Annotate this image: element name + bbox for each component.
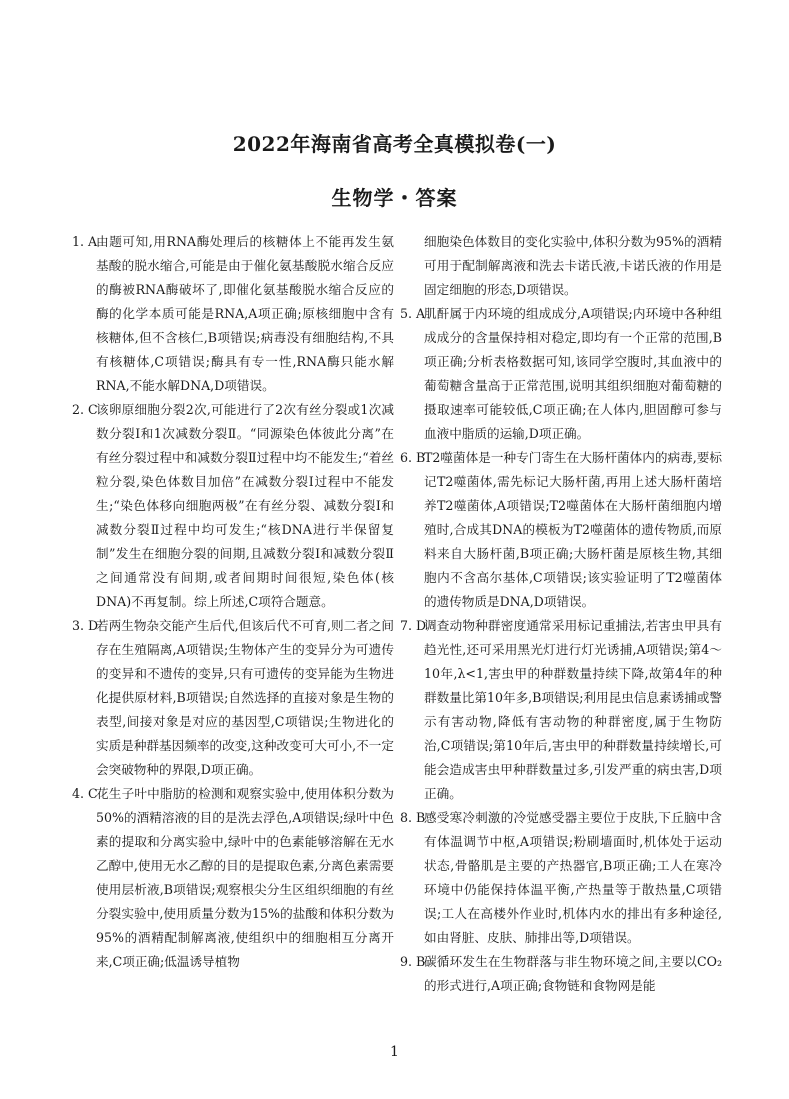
question-number: 2. C [72, 402, 98, 417]
question-answer-text: T2噬菌体是一种专门寄生在大肠杆菌体内的病毒,要标记T2噬菌体,需先标记大肠杆菌,再用上述大肠杆菌培养T2噬菌体,A项错误;T2噬菌体在大肠杆菌细胞内增殖时,合成其DNA的模板为T2噬菌体的遗传物质,而原料来自大肠杆菌,B项正确;大肠杆菌是原核生物,其细胞内不含高尔基体,C项错误;该实验证明了T2噬菌体的遗传物质是DNA,D项错误。 [424, 450, 722, 609]
question-item [400, 614, 722, 806]
question-number: 3. D [72, 618, 99, 633]
page-subtitle: 生物学・答案 [331, 186, 458, 210]
question-answer-text: 感受寒冷刺激的冷觉感受器主要位于皮肤,下丘脑中含有体温调节中枢,A项错误;粉刷墙面时,机体处于运动状态,骨骼肌是主要的产热器官,B项正确;工人在寒冷环境中仍能保持体温平衡,产热量等于散热量,C项错误;工人在高楼外作业时,机体内水的排出有多种途径,如由肾脏、皮肤、肺排出等,D项错误。 [424, 810, 722, 945]
question-item [72, 782, 394, 974]
page-number: 1 [390, 1044, 399, 1060]
question-number: 8. B [400, 810, 426, 825]
question-number: 7. D [400, 618, 427, 633]
question-item [400, 302, 722, 446]
question-item [72, 398, 394, 614]
question-item [400, 806, 722, 950]
question-answer-text: 细胞染色体数目的变化实验中,体积分数为95%的酒精可用于配制解离液和洗去卡诺氏液,卡诺氏液的作用是固定细胞的形态,D项错误。 [424, 234, 722, 297]
question-answer-text: 若两生物杂交能产生后代,但该后代不可育,则二者之间存在生殖隔离,A项错误;生物体产生的变异分为可遗传的变异和不遗传的变异,只有可遗传的变异能为生物进化提供原材料,B项错误;自然选择的直接对象是生物的表型,间接对象是对应的基因型,C项错误;生物进化的实质是种群基因频率的改变,这种改变可大可小,不一定会突破物种的界限,D项正确。 [96, 618, 394, 777]
question-answer-text: 碳循环发生在生物群落与非生物环境之间,主要以CO₂的形式进行,A项正确;食物链和食物网是能 [424, 954, 722, 993]
question-answer-text: 调查动物种群密度通常采用标记重捕法,若害虫甲具有趋光性,还可采用黑光灯进行灯光诱捕,A项错误;第4～10年,λ<1,害虫甲的种群数量持续下降,故第4年的种群数量比第10年多,B项错误;利用昆虫信息素诱捕或警示有害动物,降低有害动物的种群密度,属于生物防治,C项错误;第10年后,害虫甲的种群数量持续增长,可能会造成害虫甲种群数量过多,引发严重的病虫害,D项正确。 [424, 618, 722, 801]
question-item [400, 446, 722, 614]
question-number: 4. C [72, 786, 98, 801]
question-answer-text: 花生子叶中脂肪的检测和观察实验中,使用体积分数为50%的酒精溶液的目的是洗去浮色,A项错误;绿叶中色素的提取和分离实验中,绿叶中的色素能够溶解在无水乙醇中,使用无水乙醇的目的是提取色素,分离色素需要使用层析液,B项错误;观察根尖分生区组织细胞的有丝分裂实验中,使用质量分数为15%的盐酸和体积分数为95%的酒精配制解离液,使组织中的细胞相互分离开来,C项正确;低温诱导植物 [96, 786, 394, 969]
question-item [400, 230, 722, 302]
question-item [400, 950, 722, 998]
question-number: 5. A [400, 306, 426, 321]
question-number: 6. B [400, 450, 426, 465]
question-answer-text: 该卵原细胞分裂2次,可能进行了2次有丝分裂或1次减数分裂Ⅰ和1次减数分裂Ⅱ。“同源染色体彼此分离”在有丝分裂过程中和减数分裂Ⅱ过程中均不能发生;“着丝粒分裂,染色体数目加倍”在减数分裂Ⅰ过程中不能发生;“染色体移向细胞两极”在有丝分裂、减数分裂Ⅰ和减数分裂Ⅱ过程中均可发生;“核DNA进行半保留复制”发生在细胞分裂的间期,且减数分裂Ⅰ和减数分裂Ⅱ之间通常没有间期,或者间期时间很短,染色体(核DNA)不再复制。综上所述,C项符合题意。 [96, 402, 394, 609]
question-item [72, 230, 394, 398]
left-column [72, 230, 394, 974]
question-answer-text: 由题可知,用RNA酶处理后的核糖体上不能再发生氨基酸的脱水缩合,可能是由于催化氨基酸脱水缩合反应的酶被RNA酶破坏了,即催化氨基酸脱水缩合反应的酶的化学本质可能是RNA,A项正确;原核细胞中含有核糖体,但不含核仁,B项错误;病毒没有细胞结构,不具有核糖体,C项错误;酶具有专一性,RNA酶只能水解RNA,不能水解DNA,D项错误。 [96, 234, 394, 393]
right-column [400, 230, 722, 998]
question-item [72, 614, 394, 782]
question-answer-text: 肌酐属于内环境的组成成分,A项错误;内环境中各种组成成分的含量保持相对稳定,即均有一个正常的范围,B项正确;分析表格数据可知,该同学空腹时,其血液中的葡萄糖含量高于正常范围,说明其组织细胞对葡萄糖的摄取速率可能较低,C项正确;在人体内,胆固醇可参与血液中脂质的运输,D项正确。 [424, 306, 722, 441]
question-number: 9. B [400, 954, 426, 969]
page-title: 2022年海南省高考全真模拟卷(一) [232, 132, 557, 156]
question-number: 1. A [72, 234, 98, 249]
